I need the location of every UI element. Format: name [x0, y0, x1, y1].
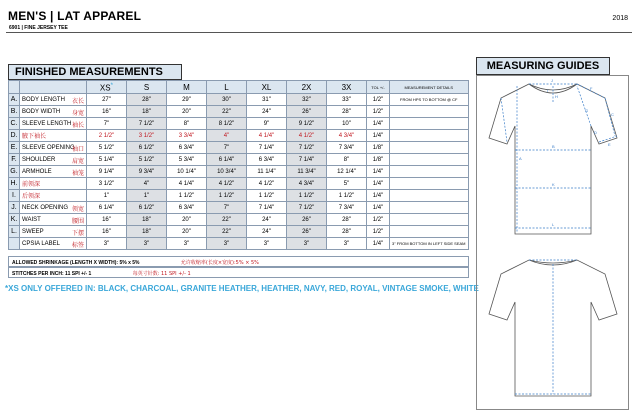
table-row	[9, 130, 469, 142]
stitches-row	[8, 267, 469, 278]
cell-l: 4 1/2"	[207, 178, 247, 190]
letter-header	[9, 81, 20, 94]
row-detail: FROM HPS TO BOTTOM @ CF	[390, 94, 469, 106]
cell-tol: 1/4"	[367, 178, 390, 190]
row-detail	[390, 190, 469, 202]
table-row	[9, 238, 469, 250]
cell-2x: 11 3/4"	[287, 166, 327, 178]
guide-letter-b: B	[552, 144, 555, 149]
row-name	[20, 202, 87, 214]
cell-l: 22"	[207, 106, 247, 118]
size-header-xl: XL	[247, 81, 287, 94]
cell-tol: 1/4"	[367, 118, 390, 130]
table-row	[9, 154, 469, 166]
cell-2x: 4 3/4"	[287, 178, 327, 190]
row-letter: H.	[9, 178, 20, 190]
cell-xl: 9"	[247, 118, 287, 130]
cell-2x: 7 1/2"	[287, 202, 327, 214]
row-name	[20, 154, 87, 166]
row-name-zh: 肩宽	[71, 158, 84, 165]
row-name-zh: 下摆	[71, 230, 84, 237]
cell-tol: 1/4"	[367, 130, 390, 142]
row-name-en: ARMHOLE	[22, 168, 52, 175]
table-row	[9, 178, 469, 190]
details-header: MEASUREMENT DETAILS	[390, 81, 469, 94]
guide-letter-j: J	[551, 78, 553, 83]
cell-xl: 4 1/2"	[247, 178, 287, 190]
row-name	[20, 214, 87, 226]
cell-xl: 24"	[247, 226, 287, 238]
cell-3x: 12 1/4"	[327, 166, 367, 178]
row-name-en: SLEEVE LENGTH	[22, 120, 72, 127]
cell-s: 18"	[127, 226, 167, 238]
guide-letter-g: G	[585, 108, 589, 113]
measurements-table	[8, 80, 469, 250]
row-name	[20, 118, 87, 130]
size-header-s: S	[127, 81, 167, 94]
cell-xs: 5 1/4"	[87, 154, 127, 166]
cell-3x: 1 1/2"	[327, 190, 367, 202]
row-name-zh: 前领深	[22, 181, 41, 188]
size-header-xs: XS*	[87, 81, 127, 94]
cell-xs: 16"	[87, 226, 127, 238]
cell-s: 4"	[127, 178, 167, 190]
cell-3x: 7 3/4"	[327, 142, 367, 154]
row-letter: J.	[9, 202, 20, 214]
cell-xl: 7 1/4"	[247, 142, 287, 154]
table-header-row	[9, 81, 469, 94]
cell-2x: 26"	[287, 214, 327, 226]
cell-m: 4 1/4"	[167, 178, 207, 190]
row-detail	[390, 202, 469, 214]
cell-m: 20"	[167, 106, 207, 118]
guide-letter-e: E	[608, 142, 611, 147]
row-name-en: SHOULDER	[22, 156, 56, 163]
row-detail	[390, 214, 469, 226]
row-name-en: NECK OPENING	[22, 204, 69, 211]
cell-m: 6 3/4"	[167, 142, 207, 154]
row-name	[20, 238, 87, 250]
cell-l: 8 1/2"	[207, 118, 247, 130]
cell-2x: 9 1/2"	[287, 118, 327, 130]
cell-tol: 1/4"	[367, 190, 390, 202]
cell-s: 3"	[127, 238, 167, 250]
cell-s: 6 1/2"	[127, 202, 167, 214]
row-name-zh: 领宽	[71, 206, 84, 213]
cell-xl: 24"	[247, 214, 287, 226]
row-name-en: SLEEVE OPENING	[22, 144, 75, 151]
cell-m: 10 1/4"	[167, 166, 207, 178]
cell-3x: 7 3/4"	[327, 202, 367, 214]
row-letter: B.	[9, 106, 20, 118]
finished-measurements-title: FINISHED MEASUREMENTS	[8, 64, 182, 80]
table-row	[9, 202, 469, 214]
cell-xl: 7 1/4"	[247, 202, 287, 214]
table-row	[9, 106, 469, 118]
cell-l: 30"	[207, 94, 247, 106]
cell-3x: 4 3/4"	[327, 130, 367, 142]
cell-xl: 4 1/4"	[247, 130, 287, 142]
row-letter: K.	[9, 214, 20, 226]
cell-l: 7"	[207, 142, 247, 154]
cell-tol: 1/4"	[367, 166, 390, 178]
cell-3x: 3"	[327, 238, 367, 250]
table-row	[9, 94, 469, 106]
cell-xs: 1"	[87, 190, 127, 202]
cell-3x: 10"	[327, 118, 367, 130]
cell-xs: 5 1/2"	[87, 142, 127, 154]
cell-m: 3"	[167, 238, 207, 250]
guide-letter-a: A	[519, 156, 522, 161]
cell-s: 7 1/2"	[127, 118, 167, 130]
cell-s: 3 1/2"	[127, 130, 167, 142]
size-header-l: L	[207, 81, 247, 94]
tolerance-header: TOL +/-	[367, 81, 390, 94]
cell-xl: 11 1/4"	[247, 166, 287, 178]
row-detail	[390, 154, 469, 166]
cell-m: 20"	[167, 214, 207, 226]
cell-xl: 3"	[247, 238, 287, 250]
cell-xl: 6 3/4"	[247, 154, 287, 166]
cell-m: 29"	[167, 94, 207, 106]
cell-3x: 28"	[327, 214, 367, 226]
cell-l: 3"	[207, 238, 247, 250]
cell-m: 5 3/4"	[167, 154, 207, 166]
cell-s: 18"	[127, 106, 167, 118]
row-name	[20, 142, 87, 154]
cell-s: 28"	[127, 94, 167, 106]
cell-2x: 7 1/4"	[287, 154, 327, 166]
cell-tol: 1/2"	[367, 226, 390, 238]
cell-l: 22"	[207, 226, 247, 238]
row-name	[20, 166, 87, 178]
cell-tol: 1/2"	[367, 94, 390, 106]
cell-s: 1"	[127, 190, 167, 202]
table-row	[9, 166, 469, 178]
row-name-en: BODY LENGTH	[22, 96, 65, 103]
guide-letter-l: L	[552, 222, 555, 227]
cell-m: 20"	[167, 226, 207, 238]
cell-tol: 1/8"	[367, 142, 390, 154]
row-detail	[390, 166, 469, 178]
row-name	[20, 226, 87, 238]
cell-m: 8"	[167, 118, 207, 130]
row-detail	[390, 106, 469, 118]
cell-2x: 26"	[287, 226, 327, 238]
cell-3x: 33"	[327, 94, 367, 106]
row-letter: A.	[9, 94, 20, 106]
cell-3x: 8"	[327, 154, 367, 166]
cell-m: 6 3/4"	[167, 202, 207, 214]
cell-xl: 1 1/2"	[247, 190, 287, 202]
row-name-zh: 腋下袖长	[22, 133, 47, 140]
cell-xs: 2 1/2"	[87, 130, 127, 142]
cell-2x: 3"	[287, 238, 327, 250]
cell-l: 6 1/4"	[207, 154, 247, 166]
brand-title: MEN'S | LAT APPAREL	[8, 9, 142, 23]
row-name-zh: 标签	[71, 242, 84, 249]
cell-3x: 28"	[327, 226, 367, 238]
cell-2x: 32"	[287, 94, 327, 106]
row-name-zh: 袖长	[71, 122, 84, 129]
cell-l: 4"	[207, 130, 247, 142]
cell-xs: 6 1/4"	[87, 202, 127, 214]
size-header-m: M	[167, 81, 207, 94]
cell-xs: 3 1/2"	[87, 178, 127, 190]
cell-s: 5 1/2"	[127, 154, 167, 166]
tshirt-back-diagram	[489, 260, 617, 396]
cell-m: 3 3/4"	[167, 130, 207, 142]
cell-tol: 1/2"	[367, 106, 390, 118]
cell-xs: 9 1/4"	[87, 166, 127, 178]
row-name	[20, 190, 87, 202]
row-name-zh: 后领深	[22, 193, 41, 200]
row-name-zh: 袖口	[71, 146, 84, 153]
size-header-3x: 3X	[327, 81, 367, 94]
row-name	[20, 106, 87, 118]
cell-s: 9 3/4"	[127, 166, 167, 178]
shrinkage-row	[8, 256, 469, 267]
stitches-label: STITCHES PER INCH: 11 SPI +/- 1	[12, 271, 92, 277]
cell-s: 18"	[127, 214, 167, 226]
cell-tol: 1/2"	[367, 214, 390, 226]
row-name-zh: 腰围	[71, 218, 84, 225]
cell-tol: 1/8"	[367, 154, 390, 166]
table-row	[9, 118, 469, 130]
shrinkage-label: ALLOWED SHRINKAGE (LENGTH X WIDTH): 5% x 5%	[12, 260, 140, 266]
size-header-2x: 2X	[287, 81, 327, 94]
xs-asterisk: *	[110, 81, 114, 89]
cell-xs: 16"	[87, 106, 127, 118]
cell-3x: 28"	[327, 106, 367, 118]
guide-letter-d: D	[594, 130, 597, 135]
guide-letter-c: C	[611, 112, 614, 117]
cell-l: 1 1/2"	[207, 190, 247, 202]
cell-l: 7"	[207, 202, 247, 214]
row-letter	[9, 238, 20, 250]
row-detail	[390, 142, 469, 154]
year-label: 2018	[612, 15, 628, 22]
table-row	[9, 226, 469, 238]
measuring-guides-title: MEASURING GUIDES	[476, 57, 610, 75]
row-letter: G.	[9, 166, 20, 178]
row-detail	[390, 118, 469, 130]
row-name-en: SWEEP	[22, 228, 44, 235]
header-divider	[6, 32, 632, 33]
cell-xs: 27"	[87, 94, 127, 106]
cell-m: 1 1/2"	[167, 190, 207, 202]
row-letter: C.	[9, 118, 20, 130]
stitches-zh: 每英寸针数: 11 SPI +/- 1	[132, 271, 191, 277]
row-letter: F.	[9, 154, 20, 166]
row-name-en: BODY WIDTH	[22, 108, 61, 115]
cell-l: 22"	[207, 214, 247, 226]
row-name-zh: 衣长	[71, 98, 84, 105]
cell-2x: 26"	[287, 106, 327, 118]
row-letter: E.	[9, 142, 20, 154]
row-name-zh: 袖笼	[71, 170, 84, 177]
tshirt-front-diagram	[489, 78, 617, 234]
row-detail	[390, 226, 469, 238]
cell-xs: 7"	[87, 118, 127, 130]
row-name	[20, 130, 87, 142]
cell-s: 6 1/2"	[127, 142, 167, 154]
cell-3x: 5"	[327, 178, 367, 190]
cell-xs: 3"	[87, 238, 127, 250]
row-letter: I.	[9, 190, 20, 202]
row-name-en: CPSIA LABEL	[22, 240, 61, 247]
cell-tol: 1/4"	[367, 202, 390, 214]
shrinkage-zh: 允许收缩率(长度×宽度):5% × 5%	[180, 260, 259, 266]
row-letter: L.	[9, 226, 20, 238]
name-header	[20, 81, 87, 94]
table-row	[9, 214, 469, 226]
xs-availability-note: *XS ONLY OFFERED IN: BLACK, CHARCOAL, GRANITE HEATHER, HEATHER, NAVY, RED, ROYAL, VINTAGE SMOKE, WHITE	[5, 284, 479, 293]
table-row	[9, 190, 469, 202]
row-detail: 3" FROM BOTTOM IN LEFT SIDE SEAM	[390, 238, 469, 250]
style-subtitle: 6901 | FINE JERSEY TEE	[9, 25, 68, 31]
guide-letter-k: K	[552, 182, 555, 187]
cell-2x: 1 1/2"	[287, 190, 327, 202]
measuring-guides-panel	[476, 75, 629, 410]
guide-letter-i: I	[547, 88, 549, 93]
cell-l: 10 3/4"	[207, 166, 247, 178]
row-letter: D.	[9, 130, 20, 142]
guide-letter-h: H	[555, 94, 558, 99]
cell-xl: 31"	[247, 94, 287, 106]
row-name-zh: 身宽	[71, 110, 84, 117]
row-detail	[390, 178, 469, 190]
row-name	[20, 94, 87, 106]
cell-2x: 7 1/2"	[287, 142, 327, 154]
cell-tol: 1/4"	[367, 238, 390, 250]
cell-xl: 24"	[247, 106, 287, 118]
row-name	[20, 178, 87, 190]
cell-2x: 4 1/2"	[287, 130, 327, 142]
row-name-en: WAIST	[22, 216, 41, 223]
cell-xs: 16"	[87, 214, 127, 226]
table-row	[9, 142, 469, 154]
guide-letter-f: F	[590, 86, 593, 91]
tshirt-diagrams	[477, 76, 630, 411]
row-detail	[390, 130, 469, 142]
